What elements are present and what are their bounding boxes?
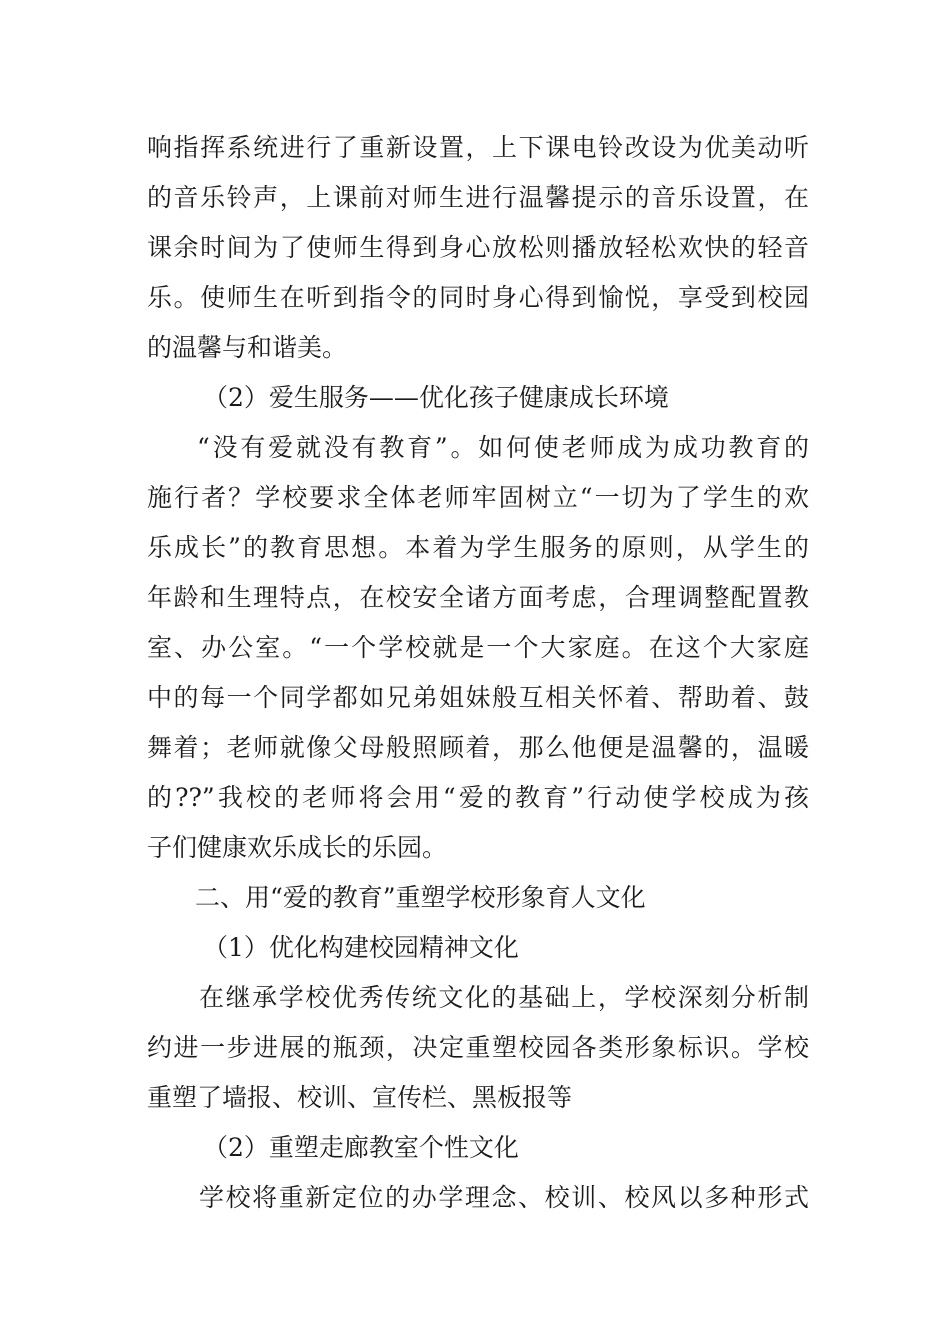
text-line: 的温馨与和谐美。	[147, 333, 348, 362]
text-line: 乐成长”的教育思想。本着为学生服务的原则，从学生的	[147, 533, 809, 562]
text-line: 响指挥系统进行了重新设置，上下课电铃改设为优美动听	[147, 133, 809, 162]
text-line: 室、办公室。“一个学校就是一个大家庭。在这个大家庭	[147, 633, 809, 662]
document-body	[147, 123, 809, 1223]
text-line: 的??”我校的老师将会用“爱的教育”行动使学校成为孩	[147, 783, 809, 812]
subheading-corridor-culture: （2）重塑走廊教室个性文化	[203, 1133, 519, 1162]
text-line: 乐。使师生在听到指令的同时身心得到愉悦，享受到校园	[147, 283, 809, 312]
text-line: 课余时间为了使师生得到身心放松则播放轻松欢快的轻音	[147, 233, 809, 262]
text-line: 年龄和生理特点，在校安全诸方面考虑，合理调整配置教	[147, 583, 809, 612]
text-line: 的音乐铃声，上课前对师生进行温馨提示的音乐设置，在	[147, 183, 809, 212]
text-line: 子们健康欢乐成长的乐园。	[147, 833, 448, 862]
subheading-love-service: （2）爱生服务——优化孩子健康成长环境	[203, 383, 669, 412]
text-line: 在继承学校优秀传统文化的基础上，学校深刻分析制	[199, 983, 809, 1012]
subheading-campus-spirit: （1）优化构建校园精神文化	[203, 933, 519, 962]
text-line: 中的每一个同学都如兄弟姐妹般互相关怀着、帮助着、鼓	[147, 683, 809, 712]
text-line: 学校将重新定位的办学理念、校训、校风以多种形式	[199, 1183, 809, 1212]
text-line: 重塑了墙报、校训、宣传栏、黑板报等	[147, 1083, 573, 1112]
text-line: 舞着；老师就像父母般照顾着，那么他便是温馨的，温暖	[147, 733, 809, 762]
text-line: 施行者？学校要求全体老师牢固树立“一切为了学生的欢	[147, 483, 809, 512]
text-line: “没有爱就没有教育”。如何使老师成为成功教育的	[197, 433, 809, 462]
text-line: 约进一步进展的瓶颈，决定重塑校园各类形象标识。学校	[147, 1033, 809, 1062]
section-heading-2: 二、用“爱的教育”重塑学校形象育人文化	[195, 883, 646, 912]
